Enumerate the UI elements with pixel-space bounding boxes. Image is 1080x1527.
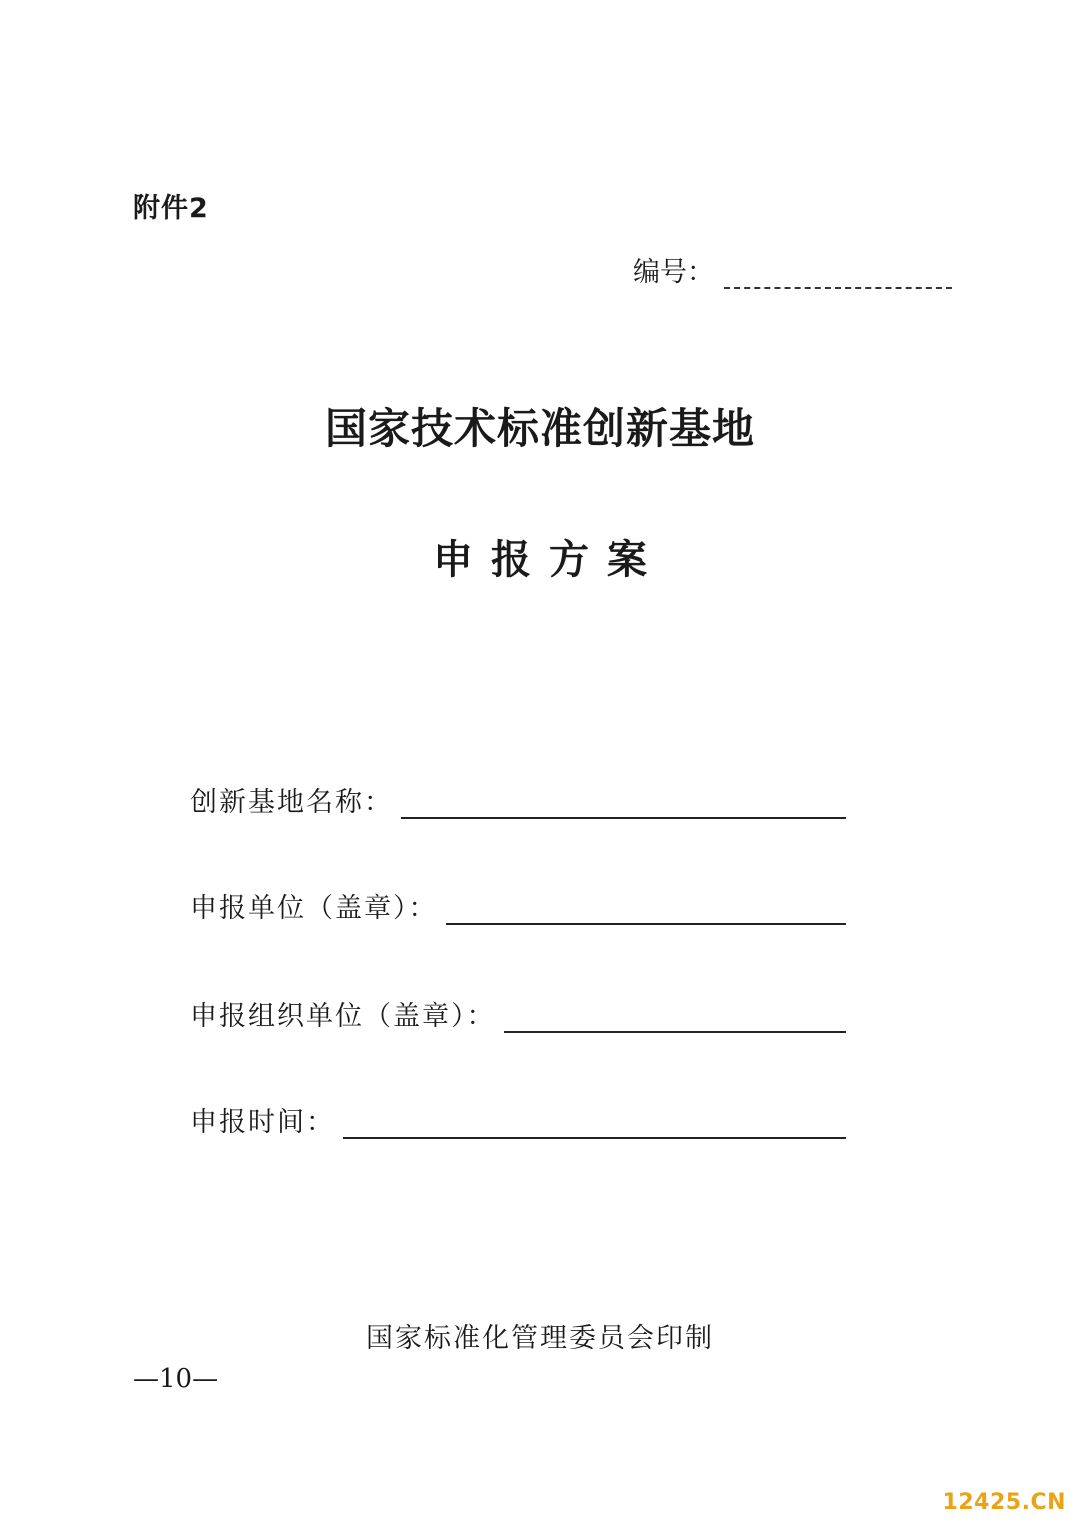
field-application-date	[190, 1100, 846, 1139]
field-application-date-label: 申报时间：	[190, 1107, 335, 1138]
field-applicant-unit-blank[interactable]	[446, 895, 847, 925]
page-number: —10—	[133, 1364, 219, 1394]
field-base-name	[190, 780, 846, 819]
issuer-line: 国家标准化管理委员会印制	[366, 1323, 714, 1354]
attachment-label: 附件2	[133, 193, 209, 224]
document-title: 国家技术标准创新基地	[324, 404, 755, 453]
field-organizing-unit-blank[interactable]	[504, 1003, 847, 1033]
field-base-name-blank[interactable]	[401, 789, 846, 819]
serial-number-field	[633, 250, 952, 289]
field-applicant-unit-label: 申报单位（盖章）：	[190, 893, 438, 924]
field-application-date-blank[interactable]	[343, 1109, 846, 1139]
field-organizing-unit-label: 申报组织单位（盖章）：	[190, 1001, 496, 1032]
serial-number-blank[interactable]	[724, 261, 952, 289]
document-subtitle: 申报方案	[433, 537, 665, 583]
field-base-name-label: 创新基地名称：	[190, 787, 393, 818]
field-organizing-unit	[190, 994, 846, 1033]
field-applicant-unit	[190, 886, 846, 925]
serial-number-label: 编号：	[633, 257, 714, 288]
watermark-logo: 12425.CN	[942, 1490, 1066, 1515]
